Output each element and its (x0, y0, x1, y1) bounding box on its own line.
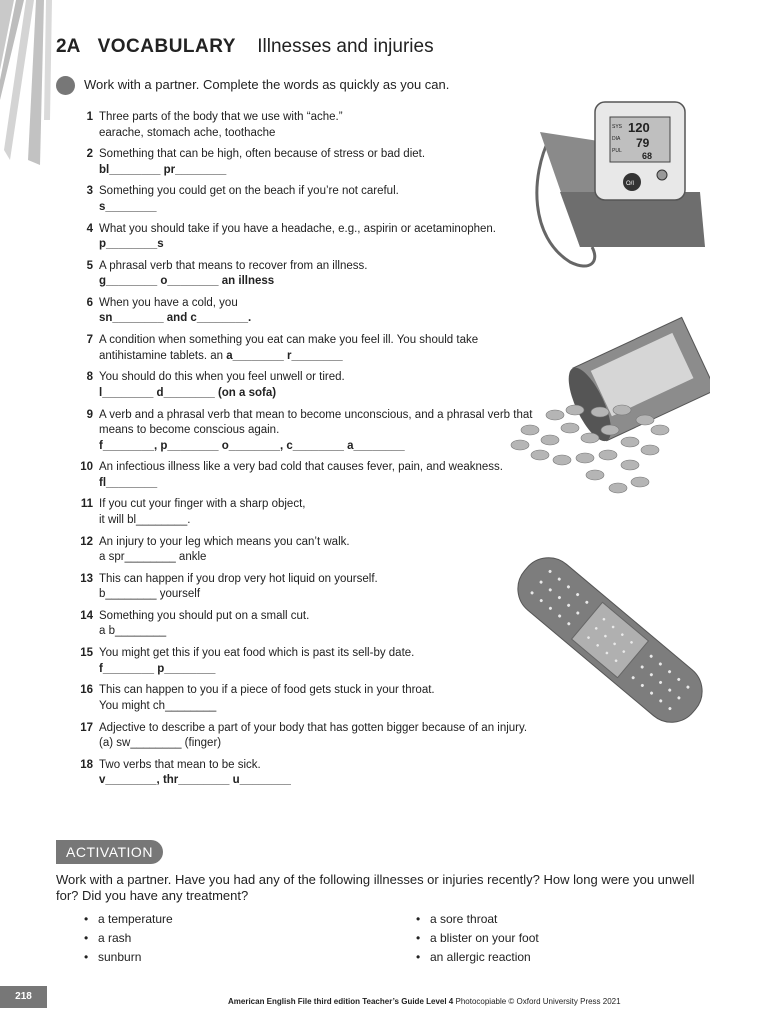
item-number: 12 (80, 535, 93, 548)
item-number: 17 (80, 721, 93, 734)
bp-label-dia: DIA (612, 136, 621, 142)
list-item (74, 460, 544, 491)
activation-label: ACTIVATION (56, 840, 163, 864)
item-number: 10 (80, 461, 93, 474)
instruction: Work with a partner. Complete the words as quickly as you can. (84, 77, 450, 92)
item-number: 13 (80, 572, 93, 585)
list-item (74, 646, 544, 677)
pill-bottle-image (500, 310, 710, 510)
item-answer: s________ (99, 200, 157, 213)
item-question: What you should take if you have a headache, e.g., aspirin or acetaminophen. (99, 222, 497, 235)
vocabulary-list (74, 110, 544, 795)
list-item: • a sore throat (416, 910, 539, 929)
bp-label-sys: SYS (612, 124, 623, 130)
bullet-list-left (84, 910, 173, 967)
item-number: 16 (80, 684, 93, 697)
item-number: 2 (86, 148, 93, 161)
list-item (74, 572, 544, 603)
exercise-bullet-icon (56, 76, 75, 95)
item-answer: v________, thr________ u________ (99, 774, 291, 787)
bullet-list-right (416, 910, 539, 967)
topic-heading: Illnesses and injuries (257, 36, 434, 57)
item-question: This can happen if you drop very hot liquid on yourself. (99, 572, 378, 585)
item-question: Something that can be high, often because of stress or bad diet. (99, 148, 426, 161)
list-item (74, 370, 544, 401)
item-answer: f________ p________ (99, 662, 216, 675)
item-number: 9 (86, 408, 93, 421)
bandage-image (510, 548, 710, 733)
item-answer: g________ o________ an illness (99, 275, 275, 288)
item-question: Three parts of the body that we use with “ache.” (99, 111, 343, 123)
item-answer: earache, stomach ache, toothache (99, 126, 276, 139)
item-question: Two verbs that mean to be sick. (99, 758, 261, 771)
list-item (74, 259, 544, 290)
list-item: • sunburn (84, 948, 173, 967)
list-item (74, 408, 544, 455)
item-question: You should do this when you feel unwell or tired. (99, 371, 345, 384)
item-number: 8 (86, 371, 93, 384)
item-answer: sw________ (finger) (116, 737, 222, 749)
item-answer: b________ yourself (99, 588, 201, 601)
item-number: 15 (80, 647, 93, 660)
item-answer: a b________ (99, 625, 167, 638)
list-item (74, 535, 544, 566)
list-item (74, 296, 544, 327)
list-item: • a blister on your foot (416, 929, 539, 948)
item-number: 7 (86, 334, 93, 347)
page-number: 218 (0, 986, 47, 1008)
list-item: • an allergic reaction (416, 948, 539, 967)
item-question: Adjective to describe a part of your body that has gotten bigger because of an injury. (a) (99, 721, 528, 749)
item-number: 18 (80, 758, 93, 771)
item-number: 14 (80, 609, 93, 622)
item-question: This can happen to you if a piece of food gets stuck in your throat. (99, 684, 435, 697)
item-answer: bl________ pr________ (99, 163, 227, 176)
item-answer: it will bl________. (99, 513, 191, 526)
decorative-fan (0, 0, 60, 170)
item-question: A condition when something you eat can make you feel ill. You should take antihistamine tablets. an (99, 334, 479, 362)
bp-diastolic: 79 (636, 136, 650, 150)
item-answer: p________s (99, 238, 164, 251)
list-item (74, 147, 544, 178)
item-number: 4 (86, 222, 93, 235)
list-item (74, 333, 544, 364)
item-question: An infectious illness like a very bad cold that causes fever, pain, and weakness. (99, 461, 504, 474)
item-number: 3 (86, 185, 93, 198)
footer (228, 997, 621, 1006)
item-answer: a spr________ ankle (99, 551, 207, 564)
section-heading: VOCABULARY (97, 36, 236, 57)
footer-book-title: American English File third edition Teacher’s Guide Level 4 (228, 997, 454, 1006)
list-item (74, 222, 544, 253)
list-item (74, 609, 544, 640)
list-item (74, 758, 544, 789)
list-item: • a temperature (84, 910, 173, 929)
item-answer: You might ch________ (99, 699, 217, 712)
item-question: An injury to your leg which means you can’t walk. (99, 535, 350, 548)
lesson-code: 2A (56, 36, 81, 57)
item-answer: fl________ (99, 476, 158, 489)
footer-copyright: Photocopiable © Oxford University Press 2021 (455, 997, 621, 1006)
bp-power-button-label: O/I (626, 181, 635, 187)
item-question: A verb and a phrasal verb that mean to become unconscious, and a phrasal verb that means to become conscious again. (99, 408, 533, 436)
item-question: Something you should put on a small cut. (99, 609, 310, 622)
item-question: A phrasal verb that means to recover from an illness. (99, 259, 368, 272)
activation-instruction: Work with a partner. Have you had any of the following illnesses or injuries recently? How long were you unwell for? Did you have any treatment? (56, 872, 695, 903)
item-question: If you cut your finger with a sharp object, (99, 498, 306, 511)
list-item (74, 683, 544, 714)
item-number: 11 (80, 498, 93, 511)
list-item (74, 184, 544, 215)
item-answer: f________, p________ o________, c________ a________ (99, 439, 405, 452)
item-answer: sn________ and c________. (99, 312, 252, 325)
item-question: You might get this if you eat food which is past its sell-by date. (99, 647, 415, 660)
item-question: When you have a cold, you (99, 296, 238, 309)
item-answer: a________ r________ (226, 349, 343, 362)
item-answer: l________ d________ (on a sofa) (99, 386, 277, 399)
list-item: • a rash (84, 929, 173, 948)
item-number: 1 (86, 111, 93, 123)
page-title (56, 36, 434, 58)
item-question: Something you could get on the beach if you’re not careful. (99, 185, 399, 198)
item-number: 5 (86, 259, 93, 272)
item-number: 6 (86, 296, 93, 309)
blood-pressure-monitor-image (520, 97, 710, 272)
bp-systolic: 120 (628, 120, 650, 135)
bp-pulse: 68 (642, 151, 653, 161)
bp-label-pul: PUL (612, 148, 622, 154)
list-item (74, 721, 544, 752)
list-item (74, 497, 544, 528)
list-item (74, 110, 544, 141)
